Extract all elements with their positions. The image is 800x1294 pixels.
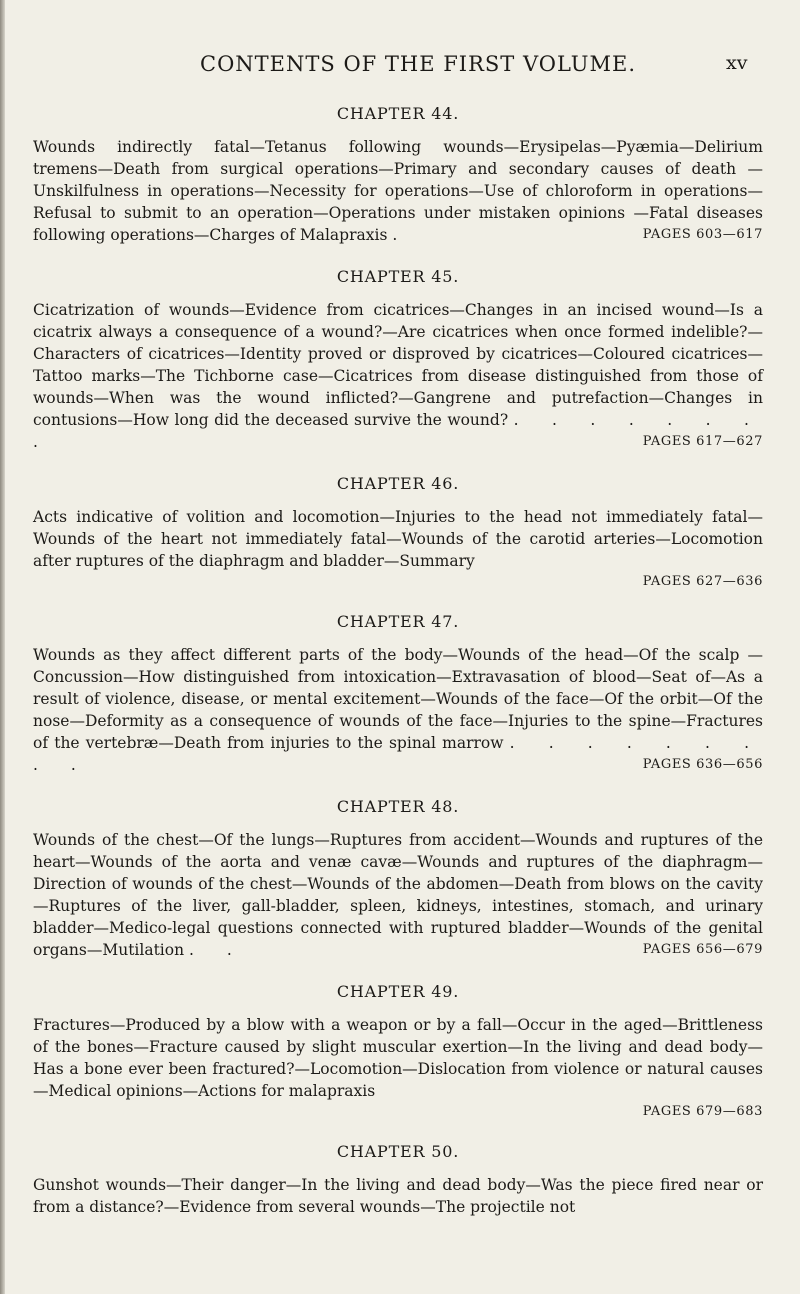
chapter-50 [33,1142,763,1218]
chapter-summary: Gunshot wounds—Their danger—In the living and dead body—Was the piece fired near or from a distance?—Evidence from several wounds—The projectile not [33,1176,763,1216]
chapter-49 [33,982,763,1121]
chapter-heading: CHAPTER 47. [336,612,460,631]
chapter-44 [33,104,763,246]
chapter-heading: CHAPTER 45. [336,267,460,286]
chapter-summary-text: Cicatrization of wounds—Evidence from cicatrices—Changes in an incised wound—Is a cicatrix always a consequence of a wound?—Are cicatrices when once formed indelible?—Characters of cicatrices—Identity proved or disproved by cicatrices—Coloured cicatrices—Tattoo marks—The Tichborne case—Cicatrices from disease distinguished from those of wounds—When was the wound inflicted?—Gangrene and putrefaction—Changes in contusions—How long did the deceased survive the wound? [33,301,763,429]
chapter-summary-text: Wounds as they affect different parts of the body—Wounds of the head—Of the scalp —Concussion—How distinguished from intoxication—Extravasation of blood—Seat of—As a result of violence, disease, or mental excitement—Wounds of the face—Of the orbit—Of the nose—Deformity as a consequence of wounds of the face—Injuries to the spine—Fractures of the vertebræ—Death from injuries to the spinal marrow [33,646,763,752]
page-edge-shadow [0,0,5,1294]
chapter-summary: Fractures—Produced by a blow with a weapon or by a fall—Occur in the aged—Brittleness of the bones—Fracture caused by slight muscular exertion—In the living and dead body—Has a bone ever been fractured?—Locomotion—Dislocation from violence or natural causes—Medical opinions—Actions for malapraxis [33,1016,763,1100]
chapter-48 [33,797,763,961]
page-range: PAGES 603—617 [642,227,763,242]
chapter-summary [33,829,763,961]
chapter-summary: Acts indicative of volition and locomotion—Injuries to the head not immediately fatal—Wounds of the heart not immediately fatal—Wounds of the carotid arteries—Locomotion after ruptures of the diaphragm and bladder—Summary [33,508,763,570]
running-title: CONTENTS OF THE FIRST VOLUME. [200,52,636,76]
chapter-summary [33,136,763,246]
dot-leader: . . . . . . . . [33,411,763,451]
contents-body [33,104,763,1239]
chapter-summary [33,644,763,776]
chapter-heading: CHAPTER 46. [336,474,460,493]
dot-leader: . . . . . . . . . [33,734,763,774]
page-number: xv [726,52,748,74]
page-range: PAGES 627—636 [642,574,763,589]
chapter-46 [33,474,763,591]
dot-leader: . . [189,941,246,959]
page-range: PAGES 679—683 [642,1104,763,1119]
page-range: PAGES 617—627 [642,434,763,449]
page-range: PAGES 656—679 [642,942,763,957]
chapter-summary [33,299,763,453]
chapter-45 [33,267,763,453]
chapter-heading: CHAPTER 44. [336,104,460,123]
chapter-47 [33,612,763,776]
dot-leader: . [392,226,412,244]
running-head [0,52,800,86]
chapter-heading: CHAPTER 48. [336,797,460,816]
chapter-summary-text: Wounds indirectly fatal—Tetanus following wounds—Erysipelas—Pyæmia—Delirium tremens—Death from surgical operations—Primary and secondary causes of death —Unskilfulness in operations—Necessity for operations—Use of chloroform in operations—Refusal to submit to an operation—Operations under mistaken opinions —Fatal diseases following operations—Charges of Malapraxis [33,138,763,244]
page-range: PAGES 636—656 [642,757,763,772]
chapter-heading: CHAPTER 49. [336,982,460,1001]
chapter-summary-text: Wounds of the chest—Of the lungs—Ruptures from accident—Wounds and ruptures of the heart—Wounds of the aorta and venæ cavæ—Wounds and ruptures of the diaphragm—Direction of wounds of the chest—Wounds of the abdomen—Death from blows on the cavity—Ruptures of the liver, gall-bladder, spleen, kidneys, intestines, stomach, and urinary bladder—Medico-legal questions connected with ruptured bladder—Wounds of the genital organs—Mutilation [33,831,763,959]
chapter-heading: CHAPTER 50. [336,1142,460,1161]
